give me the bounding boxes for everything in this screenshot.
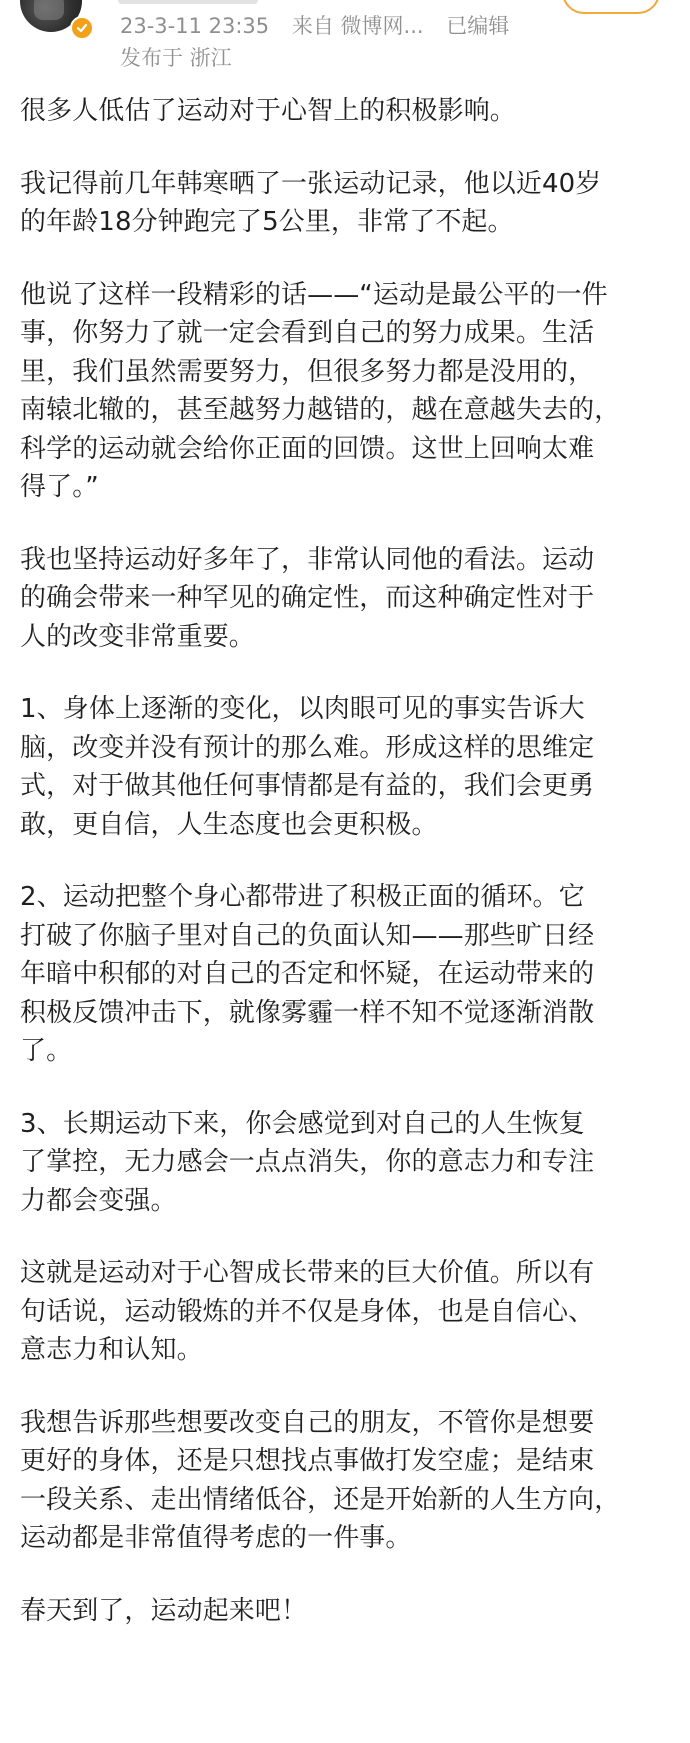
post-timestamp: 23-3-11 23:35 xyxy=(120,14,270,38)
paragraph: 我记得前几年韩寒晒了一张运动记录，他以近40岁 的年龄18分钟跑完了5公里，非常了不起。 xyxy=(20,168,602,237)
paragraph: 3、长期运动下来，你会感觉到对自己的人生恢复 了掌控，无力感会一点点消失，你的意志力和专注 力都会变强。 xyxy=(20,1108,595,1216)
paragraph: 他说了这样一段精彩的话——“运动是最公平的一件 事，你努力了就一定会看到自己的努力成果。生活 里，我们虽然需要努力，但很多努力都是没用的， 南辕北辙的，甚至越努力越错的，越在意越失去的， 科学的运动就会给你正面的回馈。这世上回响太难 得了。” xyxy=(20,279,621,502)
post-content xyxy=(20,92,672,1630)
paragraph: 春天到了，运动起来吧！ xyxy=(20,1595,308,1626)
paragraph: 我想告诉那些想要改变自己的朋友，不管你是想要 更好的身体，还是只想找点事做打发空虚；是结束 一段关系、走出情绪低谷，还是开始新的人生方向， 运动都是非常值得考虑的一件事。 xyxy=(20,1407,621,1553)
post-meta xyxy=(120,12,525,40)
paragraph: 2、运动把整个身心都带进了积极正面的循环。它 打破了你脑子里对自己的负面认知——那些旷日经 年暗中积郁的对自己的否定和怀疑，在运动带来的 积极反馈冲击下，就像雾霾一样不知不觉逐渐消散 了。 xyxy=(20,882,595,1066)
follow-button[interactable] xyxy=(562,0,660,14)
verified-badge-icon xyxy=(70,16,94,40)
paragraph: 这就是运动对于心智成长带来的巨大价值。所以有 句话说，运动锻炼的并不仅是身体，也是自信心、 意志力和认知。 xyxy=(20,1258,595,1365)
post-location: 发布于 浙江 xyxy=(120,46,232,70)
author-name[interactable] xyxy=(118,0,258,4)
paragraph: 很多人低估了运动对于心智上的积极影响。 xyxy=(20,96,516,126)
paragraph: 我也坚持运动好多年了，非常认同他的看法。运动 的确会带来一种罕见的确定性，而这种确定性对于 人的改变非常重要。 xyxy=(20,544,595,652)
post-source[interactable]: 来自 微博网... xyxy=(291,14,424,38)
paragraph: 1、身体上逐渐的变化，以肉眼可见的事实告诉大 脑，改变并没有预计的那么难。形成这样的思维定 式，对于做其他任何事情都是有益的，我们会更勇 敢，更自信，人生态度也会更积极。 xyxy=(20,694,595,840)
post-header xyxy=(0,0,690,82)
edited-label[interactable]: 已编辑 xyxy=(446,14,510,38)
